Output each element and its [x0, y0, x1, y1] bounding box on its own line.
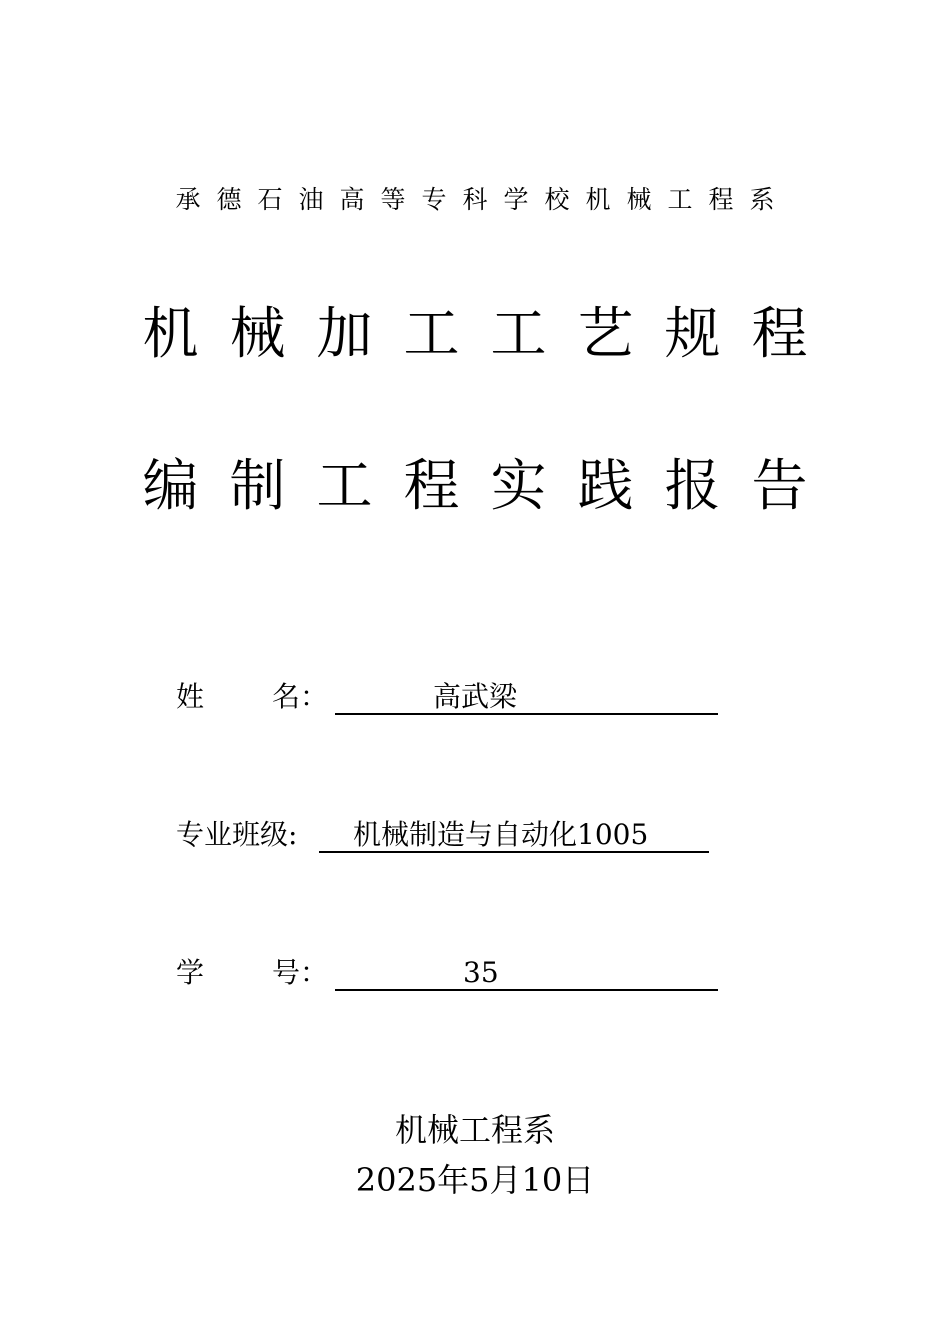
student-id-value [335, 953, 718, 991]
name-value [335, 677, 718, 715]
report-date: 2025年5月10日 [355, 1161, 595, 1199]
name-label [176, 677, 336, 717]
student-id-label-first: 学 [176, 956, 205, 989]
major-class-value [319, 815, 709, 853]
student-id-label-second: 号： [272, 956, 329, 989]
report-title-line-1: 机械加工工艺规程 [142, 302, 839, 367]
name-label-first: 姓 [176, 680, 205, 713]
school-line: 承德石油高等专科学校机械工程系 [175, 185, 791, 214]
student-id-value-text: 35 [463, 956, 499, 989]
name-label-second: 名： [272, 680, 329, 713]
major-class-label: 专业班级: [176, 818, 298, 851]
major-class-value-text: 机械制造与自动化1005 [353, 818, 649, 851]
name-value-text: 高武梁 [433, 680, 518, 713]
report-title-line-2: 编制工程实践报告 [142, 454, 839, 519]
department-name: 机械工程系 [394, 1111, 555, 1149]
student-id-label [176, 953, 336, 993]
